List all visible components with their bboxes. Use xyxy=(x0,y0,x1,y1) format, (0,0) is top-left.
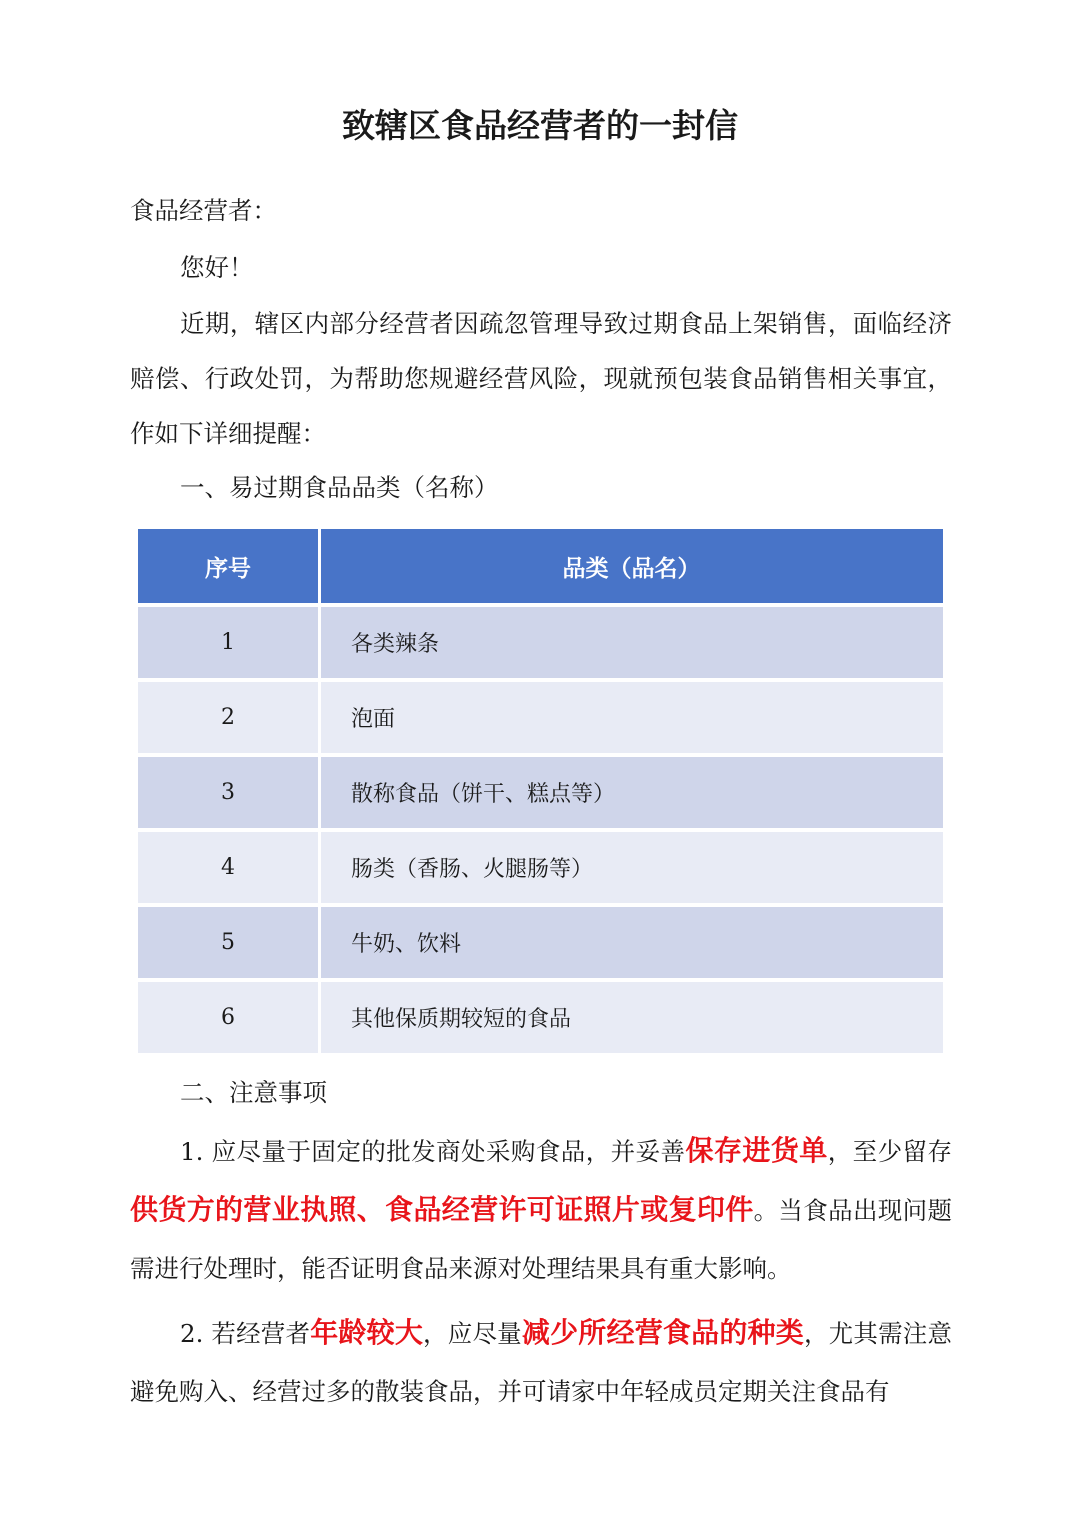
table-row xyxy=(138,907,943,978)
table-row xyxy=(138,832,943,903)
table-row xyxy=(138,607,943,678)
section-heading-1: 一、易过期食品品类（名称） xyxy=(180,473,499,502)
row-category: 泡面 xyxy=(321,682,943,753)
notice-item-1 xyxy=(130,1122,952,1298)
row-category: 各类辣条 xyxy=(321,607,943,678)
table-row xyxy=(138,982,943,1053)
row-category: 肠类（香肠、火腿肠等） xyxy=(321,832,943,903)
row-serial: 1 xyxy=(138,607,321,678)
row-serial: 3 xyxy=(138,757,321,828)
item2-text-b: ，应尽量 xyxy=(423,1319,522,1348)
row-serial: 6 xyxy=(138,982,321,1053)
header-category: 品类（品名） xyxy=(321,529,943,603)
row-category: 其他保质期较短的食品 xyxy=(321,982,943,1053)
item2-text-a: 2. 若经营者 xyxy=(180,1319,311,1348)
item2-highlight-a: 年龄较大 xyxy=(310,1316,424,1349)
row-category: 散称食品（饼干、糕点等） xyxy=(321,757,943,828)
item1-text-b: ，至少留存 xyxy=(827,1137,952,1166)
table-row xyxy=(138,757,943,828)
intro-paragraph: 近期，辖区内部分经营者因疏忽管理导致过期食品上架销售，面临经济赔偿、行政处罚，为帮助您规避经营风险，现就预包装食品销售相关事宜，作如下详细提醒： xyxy=(130,309,952,448)
section-heading-2: 二、注意事项 xyxy=(180,1078,327,1107)
item1-highlight-b: 供货方的营业执照、食品经营许可证照片或复印件 xyxy=(130,1193,754,1226)
item2-highlight-b: 减少所经营食品的种类 xyxy=(521,1316,804,1349)
item1-text-c: 。当食品出现问题需进行处理时，能否证明食品来源对处理结果具有重大影响。 xyxy=(130,1196,952,1283)
item2-text-c: ，尤其需注意避免购入、经营过多的散装食品，并可请家中年轻成员定期关注食品有 xyxy=(130,1319,952,1406)
row-category: 牛奶、饮料 xyxy=(321,907,943,978)
row-serial: 2 xyxy=(138,682,321,753)
letter-title: 致辖区食品经营者的一封信 xyxy=(342,106,738,145)
food-category-table xyxy=(138,525,943,1057)
table-row xyxy=(138,682,943,753)
item1-highlight-a: 保存进货单 xyxy=(685,1134,828,1167)
row-serial: 4 xyxy=(138,832,321,903)
item1-text-a: 1. 应尽量于固定的批发商处采购食品，并妥善 xyxy=(180,1137,686,1166)
header-serial: 序号 xyxy=(138,529,321,603)
greeting: 您好！ xyxy=(180,253,254,282)
row-serial: 5 xyxy=(138,907,321,978)
notice-item-2 xyxy=(130,1304,952,1421)
salutation: 食品经营者： xyxy=(130,196,277,225)
table-header-row xyxy=(138,529,943,603)
